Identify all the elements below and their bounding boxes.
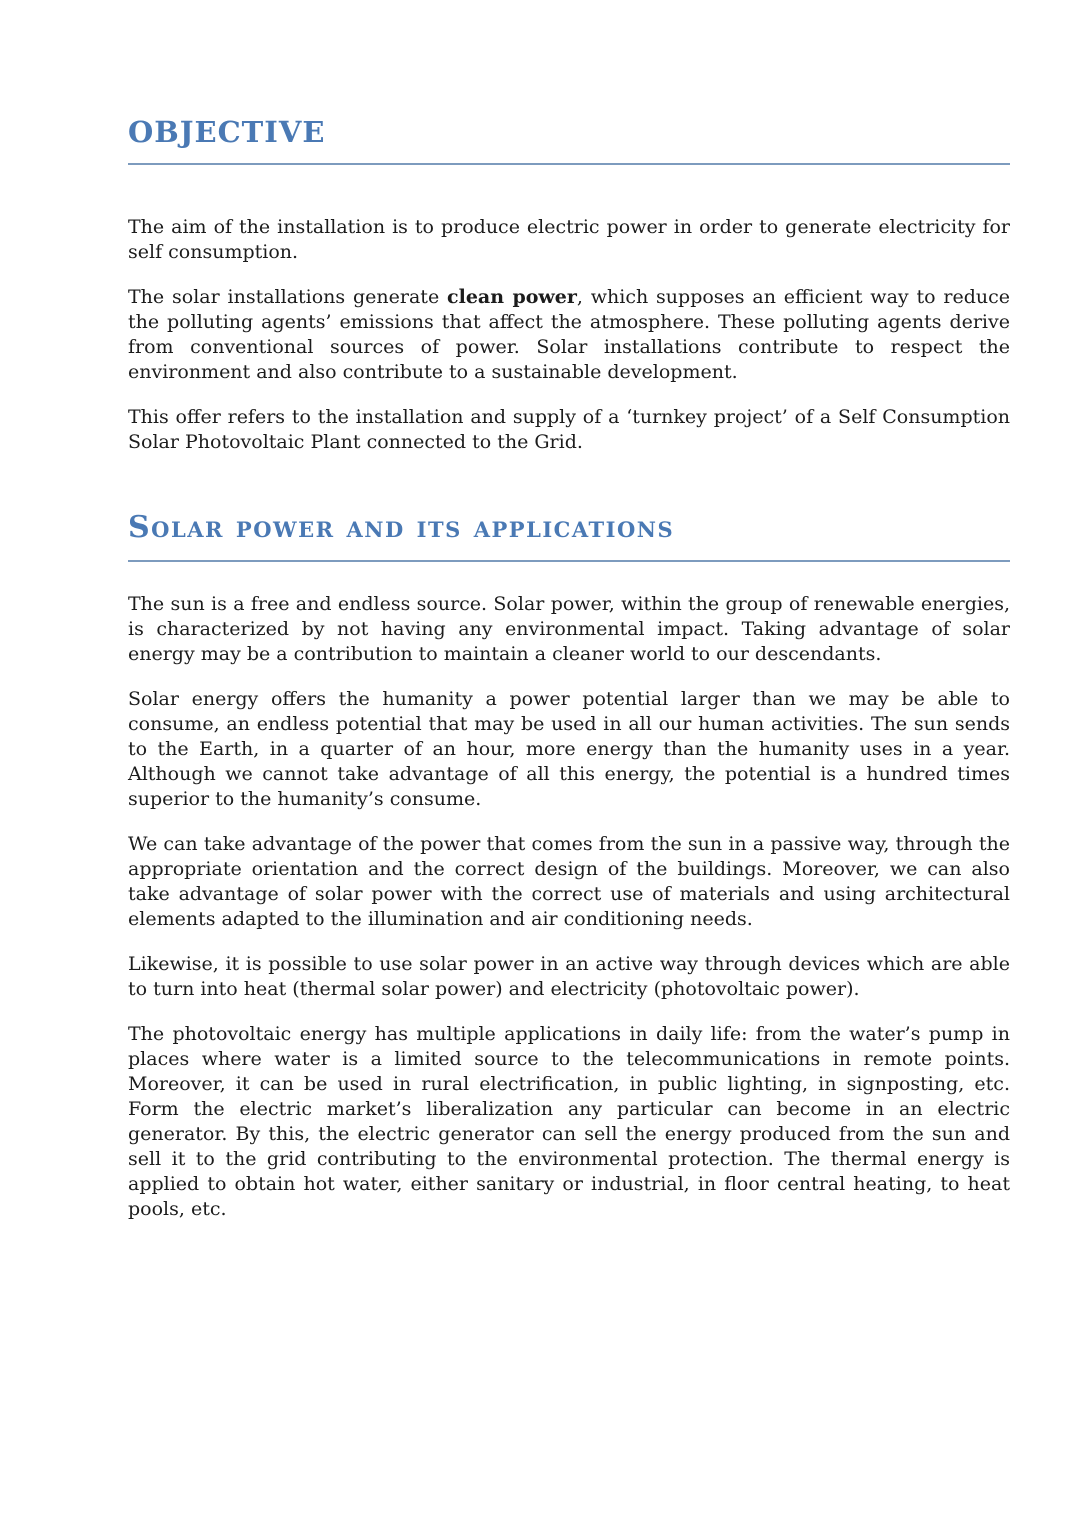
objective-paragraph-2 xyxy=(128,285,1010,385)
clean-power-bold-text: clean power xyxy=(447,286,577,309)
objective-paragraph-1: The aim of the installation is to produce electric power in order to generate electricity for self consumption. xyxy=(128,216,1010,264)
solar-paragraph-4: Likewise, it is possible to use solar power in an active way through devices which are able to turn into heat (thermal solar power) and electricity (photovoltaic power). xyxy=(128,952,1010,1000)
objective-heading: OBJECTIVE xyxy=(128,115,326,149)
objective-heading-rule xyxy=(128,163,1010,165)
solar-power-heading: Solar power and its applications xyxy=(128,510,675,546)
objective-paragraph-3: This offer refers to the installation and supply of a ‘turnkey project’ of a Self Consumption Solar Photovoltaic Plant connected to the Grid. xyxy=(128,406,1010,454)
solar-paragraph-1: The sun is a free and endless source. Solar power, within the group of renewable energies, is characterized by not having any environmental impact. Taking advantage of solar energy may be a contribution to maintain a cleaner world to our descendants. xyxy=(128,592,1010,665)
section-solar-power xyxy=(128,511,1010,1222)
solar-paragraph-3: We can take advantage of the power that comes from the sun in a passive way, through the appropriate orientation and the correct design of the buildings. Moreover, we can also take advantage of solar power with the correct use of materials and using architectural elements adapted to the illumination and air conditioning needs. xyxy=(128,832,1010,930)
objective-paragraph-2-text-cont: , which supposes an efficient way to reduce the polluting agents’ emissions that affect the atmosphere. These polluting agents derive from conventional sources of power. Solar installations contribute to respect the environment and also contribute to a sustainable development. xyxy=(128,286,1011,384)
solar-power-heading-rule xyxy=(128,560,1010,562)
section-objective xyxy=(128,116,1010,455)
solar-paragraph-5: The photovoltaic energy has multiple applications in daily life: from the water’s pump in places where water is a limited source to the telecommunications in remote points. Moreover, it can be used in rural electrification, in public lighting, in signposting, etc. Form the electric market’s liberalization any particular can become in an electric generator. By this, the electric generator can sell the energy produced from the sun and sell it to the grid contributing to the environmental protection. The thermal energy is applied to obtain hot water, either sanitary or industrial, in floor central heating, to heat pools, etc. xyxy=(128,1022,1010,1220)
solar-paragraph-2: Solar energy offers the humanity a power potential larger than we may be able to consume, an endless potential that may be used in all our human activities. The sun sends to the Earth, in a quarter of an hour, more energy than the humanity uses in a year. Although we cannot take advantage of all this energy, the potential is a hundred times superior to the humanity’s consume. xyxy=(128,687,1010,810)
objective-paragraph-2-text: The solar installations generate xyxy=(128,286,448,309)
